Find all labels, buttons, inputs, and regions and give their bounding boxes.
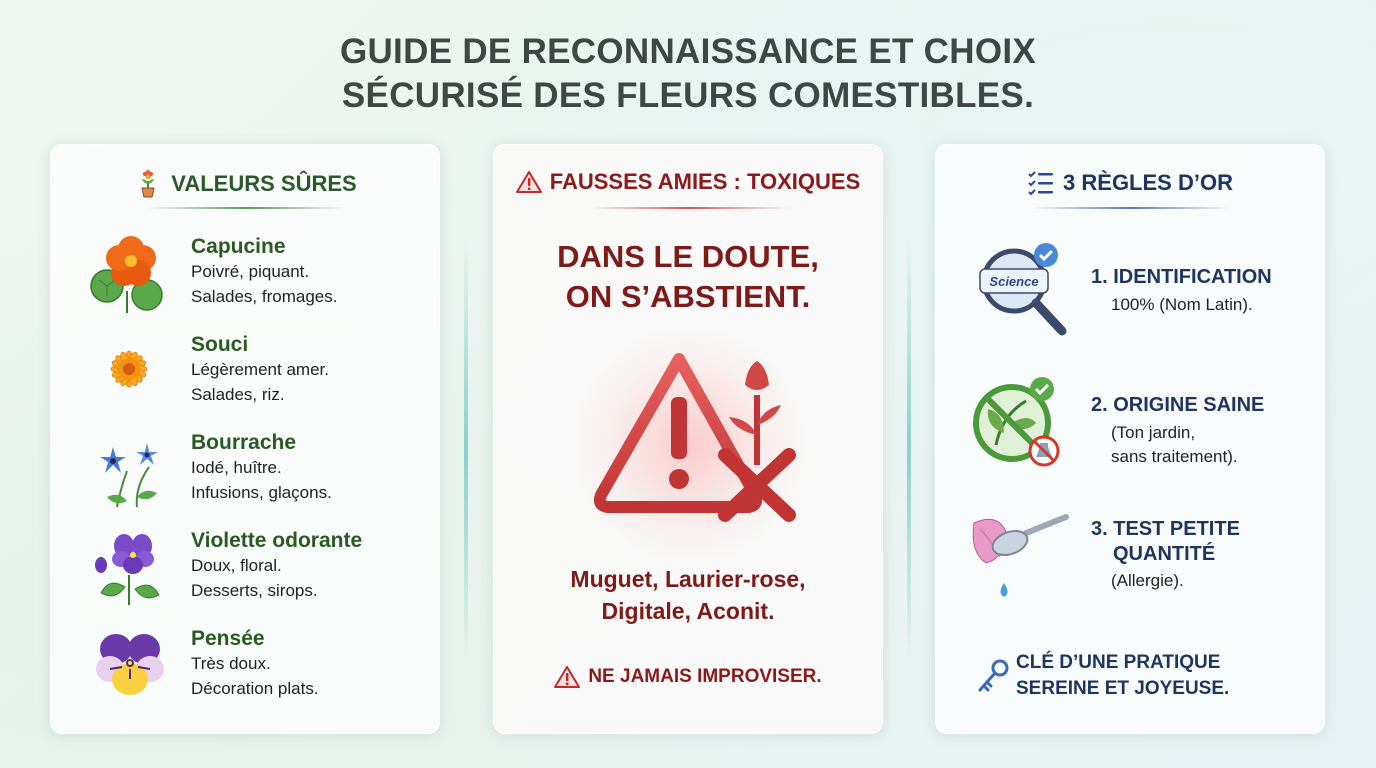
list-item: [87, 329, 427, 419]
petal-spoon-icon: [966, 509, 1076, 619]
closing-line-2: SEREINE ET JOYEUSE.: [1016, 678, 1230, 699]
warning-icon: [554, 665, 580, 689]
rule-title: [1091, 265, 1272, 290]
flower-taste: Iodé, huître.: [191, 458, 282, 477]
safe-heading-text: VALEURS SÛRES: [171, 171, 357, 196]
safe-heading-rule: [146, 207, 346, 209]
flower-usage: Salades, fromages.: [191, 287, 338, 306]
toxic-warning: [494, 665, 882, 689]
toxic-warning-text: NE JAMAIS IMPROVISER.: [588, 666, 822, 687]
closing-line-1: CLÉ D’UNE PRATIQUE: [1016, 652, 1221, 673]
rule-description-line-2: sans traitement).: [1111, 447, 1238, 466]
toxic-list-line-1: Muguet, Laurier-rose,: [570, 566, 806, 592]
closing-text: [1016, 650, 1229, 702]
nasturtium-icon: [87, 231, 173, 317]
flower-usage: Infusions, glaçons.: [191, 483, 332, 502]
flower-taste: Doux, floral.: [191, 556, 282, 575]
checklist-icon: [1027, 169, 1055, 197]
page-title-line-1: GUIDE DE RECONNAISSANCE ET CHOIX: [339, 32, 1037, 71]
golden-rules-card: [935, 144, 1325, 734]
list-item: [87, 231, 427, 321]
rule-title-line-2: QUANTITÉ: [1113, 543, 1216, 565]
page-title-line-2: SÉCURISÉ DES FLEURS COMESTIBLES.: [341, 76, 1035, 115]
toxic-list-line-2: Digitale, Aconit.: [601, 598, 775, 624]
rule-description-line-1: (Ton jardin,: [1111, 423, 1196, 442]
closing-message: [976, 650, 1316, 710]
list-item: [966, 373, 1316, 473]
flower-taste: Poivré, piquant.: [191, 262, 310, 281]
rule-description-line-1: 100% (Nom Latin).: [1111, 295, 1253, 314]
toxic-slogan: [494, 237, 882, 317]
rule-title: [1091, 393, 1264, 418]
rule-description-line-1: (Allergie).: [1111, 571, 1184, 590]
safe-heading: [51, 169, 439, 199]
list-item: [966, 241, 1316, 341]
pansy-icon: [87, 623, 173, 709]
flower-name: Bourrache: [191, 431, 297, 454]
toxic-heading-text: FAUSSES AMIES : TOXIQUES: [549, 169, 861, 194]
flower-usage: Desserts, sirops.: [191, 581, 318, 600]
divider-left: [464, 240, 468, 660]
toxic-heading-rule: [589, 207, 789, 209]
rule-title-line-1: 1. IDENTIFICATION: [1091, 266, 1272, 288]
list-item: [966, 509, 1316, 619]
rule-title-line-1: 3. TEST PETITE: [1091, 518, 1240, 540]
flower-name: Pensée: [191, 627, 265, 650]
toxic-flowers-card: [493, 144, 883, 734]
list-item: [87, 525, 427, 615]
flower-taste: Légèrement amer.: [191, 360, 329, 379]
violet-icon: [87, 525, 173, 611]
toxic-slogan-line-1: DANS LE DOUTE,: [557, 239, 819, 274]
toxic-heading: [494, 169, 882, 195]
no-pesticide-icon: [966, 373, 1076, 473]
flower-name: Violette odorante: [191, 529, 363, 552]
list-item: [87, 427, 427, 517]
rule-description: [1111, 293, 1253, 317]
flower-usage: Salades, riz.: [191, 385, 285, 404]
rules-heading-text: 3 RÈGLES D’OR: [1063, 170, 1233, 195]
page-title: [0, 30, 1376, 118]
borage-icon: [87, 427, 173, 513]
toxic-flower-warning-icon: [589, 345, 809, 545]
flower-taste: Très doux.: [191, 654, 271, 673]
marigold-icon: [87, 329, 173, 415]
rule-title-line-1: 2. ORIGINE SAINE: [1091, 394, 1265, 416]
rule-title: [1091, 517, 1240, 567]
key-icon: [976, 658, 1010, 698]
rule-description: [1111, 421, 1238, 469]
warning-icon: [516, 170, 542, 194]
flower-name: Souci: [191, 333, 249, 356]
science-label: Science: [989, 274, 1039, 289]
rules-heading-rule: [1031, 207, 1231, 209]
safe-flowers-card: [50, 144, 440, 734]
flower-name: Capucine: [191, 235, 286, 258]
rules-heading: [936, 169, 1324, 197]
toxic-slogan-line-2: ON S’ABSTIENT.: [565, 279, 811, 314]
list-item: [87, 623, 427, 713]
flower-pot-icon: [133, 169, 163, 199]
rule-description: [1111, 569, 1184, 593]
magnifier-science-icon: [966, 241, 1076, 341]
flower-usage: Décoration plats.: [191, 679, 319, 698]
toxic-flower-list: [494, 563, 882, 627]
divider-right: [907, 240, 911, 660]
